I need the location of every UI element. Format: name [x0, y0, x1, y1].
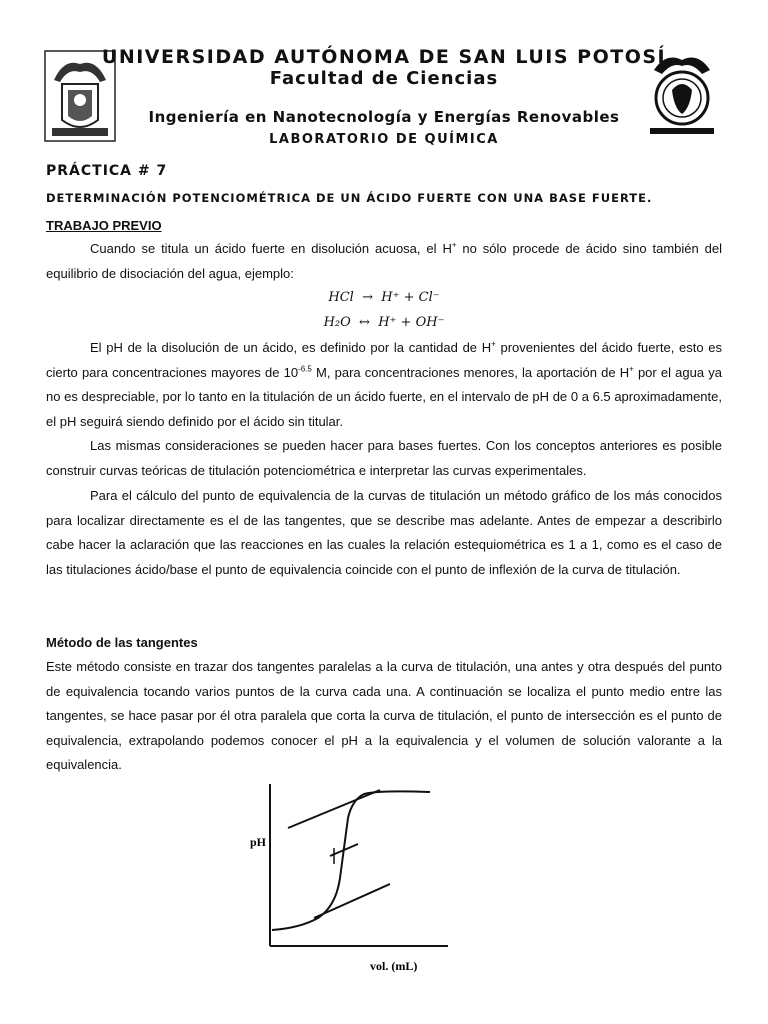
paragraph-5: Este método consiste en trazar dos tangentes paralelas a la curva de titulación, una antes y otra después del punto de equivalencia tocando varios puntos de la curva cada una. A continuación se localiza el punto medio entre las tangentes, se hace pasar por él otra paralela que corta la curva de titulación, el punto de intersección es el punto de equivalencia, extrapolando podemos conocer el pH a la equivalencia y el volumen de solución valorante a la equivalencia. — [46, 659, 722, 773]
paragraph-1: Cuando se titula un ácido fuerte en disolución acuosa, el H+ no sólo procede de ácido sino también del equilibrio de disociación del agua, ejemplo: — [46, 240, 722, 281]
upper-tangent — [288, 790, 380, 828]
university-name: UNIVERSIDAD AUTÓNOMA DE SAN LUIS POTOSÍ — [101, 46, 667, 68]
paragraph-4: Para el cálculo del punto de equivalencia de la curvas de titulación un método gráfico de los más conocidos para localizar directamente es el de las tangentes, que se describe mas adelante. Antes de empezar a describirlo cabe hacer la aclaración que las reacciones en las cuales la relación estequiométrica es 1 a 1, como es el caso de las titulaciones ácido/base el punto de equivalencia coincide con el punto de inflexión de la curva de titulación. — [46, 488, 722, 577]
practice-title: DETERMINACIÓN POTENCIOMÉTRICA DE UN ÁCIDO FUERTE CON UNA BASE FUERTE. — [46, 191, 653, 205]
faculty-name: Facultad de Ciencias — [269, 68, 499, 89]
program-name: Ingeniería en Nanotecnología y Energías Renovables — [148, 108, 620, 126]
equation-1: HCl → H⁺ + Cl⁻ — [328, 290, 440, 305]
section-heading-metodo: Método de las tangentes — [46, 635, 198, 650]
paragraph-3: Las mismas consideraciones se pueden hacer para bases fuertes. Con los conceptos anteriores es posible construir curvas teóricas de titulación potenciométrica e interpretar las curvas experimentales. — [46, 438, 722, 478]
lab-name: LABORATORIO DE QUÍMICA — [269, 132, 499, 147]
y-axis-label: pH — [250, 835, 267, 849]
paragraph-2: El pH de la disolución de un ácido, es definido por la cantidad de H+ provenientes del ácido fuerte, esto es cierto para concentraciones mayores de $10^{-6.5}$ M, para concentraciones menores, la aportación de H+ por el agua ya no es despreciable, por lo tanto en la titulación de un ácido fuerte, en el intervalo de pH de 0 a 6.5 aproximadamente, el pH seguirá siendo definido por el ácido sin titular. — [46, 339, 723, 429]
x-axis-label: vol. (mL) — [370, 959, 418, 973]
titration-curve-figure — [240, 778, 450, 978]
titration-curve — [272, 791, 430, 930]
section-heading-trabajo-previo: TRABAJO PREVIO — [46, 218, 162, 233]
lower-tangent — [314, 884, 390, 918]
practice-number: PRÁCTICA # 7 — [46, 163, 168, 179]
equation-2: H₂O ↔ H⁺ + OH⁻ — [323, 315, 445, 330]
